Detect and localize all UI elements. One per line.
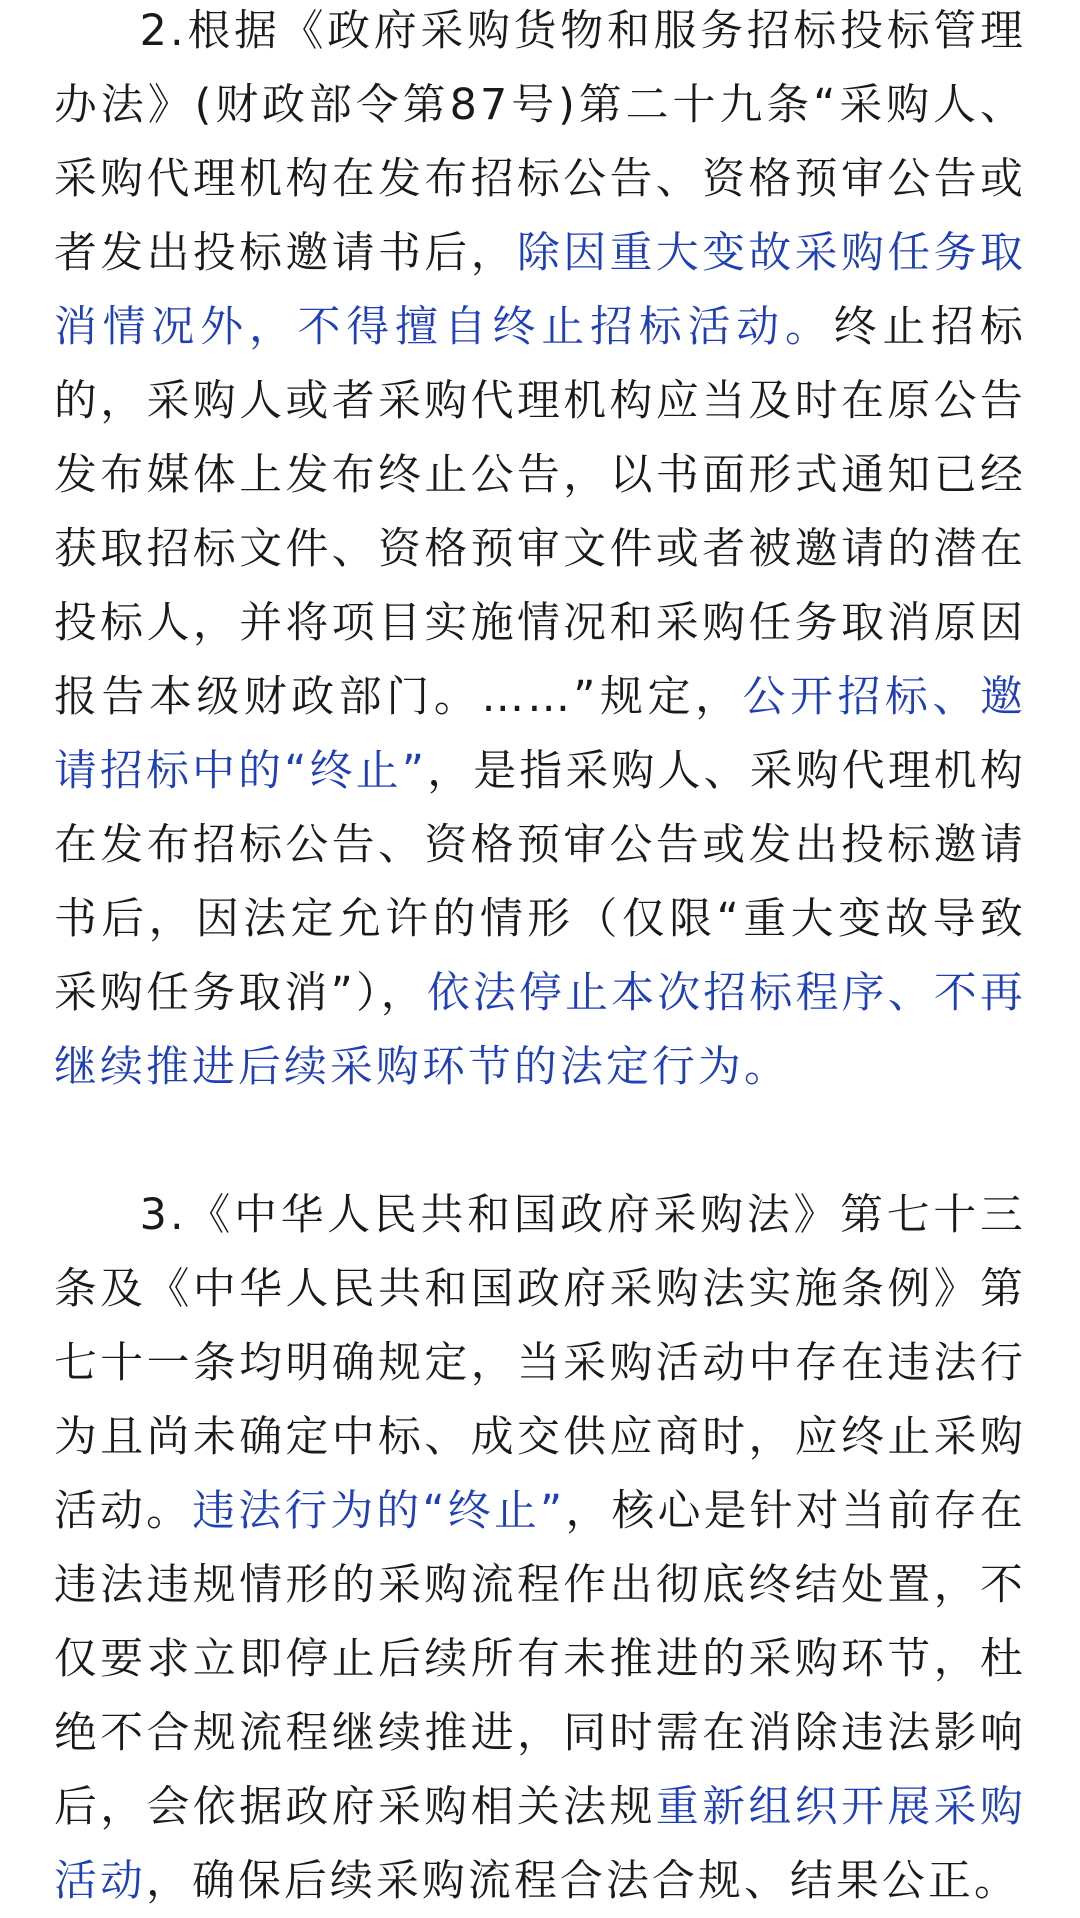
paragraph-clause-3 xyxy=(54,1178,1026,1918)
text-segment: ，核心是针对当前存在违法违规情形的采购流程作出彻底终结处置，不仅要求立即停止后续所有未推进的采购环节，杜绝不合规流程继续推进，同时需在消除违法影响后，会依据政府采购相关法规 xyxy=(54,1486,1026,1832)
text-segment: 2.根据《政府采购货物和服务招标投标管理办法》(财政部令第87号)第二十九条“采购人、采购代理机构在发布招标公告、资格预审公告或者发出投标邀请书后， xyxy=(54,6,1026,278)
text-segment: ，确保后续采购流程合法合规、结果公正。 xyxy=(146,1856,1020,1906)
paragraph-clause-2 xyxy=(54,0,1026,1104)
highlighted-text-segment: 公开招标、邀请招标中的“终止” xyxy=(54,672,1027,796)
text-segment: ，是指采购人、采购代理机构在发布招标公告、资格预审公告或发出投标邀请书后，因法定允许的情形（仅限“重大变故导致采购任务取消”）， xyxy=(54,746,1026,1018)
highlighted-text-segment: 依法停止本次招标程序、不再继续推进后续采购环节的法定行为。 xyxy=(54,968,1026,1092)
text-segment: 终止招标的，采购人或者采购代理机构应当及时在原公告发布媒体上发布终止公告，以书面形式通知已经获取招标文件、资格预审文件或者被邀请的潜在投标人，并将项目实施情况和采购任务取消原因报告本级财政部门。……”规定， xyxy=(54,302,1026,722)
highlighted-text-segment: 重新组织开展采购活动 xyxy=(54,1782,1026,1906)
article-body xyxy=(54,0,1026,1918)
text-segment: 3.《中华人民共和国政府采购法》第七十三条及《中华人民共和国政府采购法实施条例》第七十一条均明确规定，当采购活动中存在违法行为且尚未确定中标、成交供应商时，应终止采购活动。 xyxy=(54,1190,1026,1536)
highlighted-text-segment: 除因重大变故采购任务取消情况外，不得擅自终止招标活动。 xyxy=(54,228,1026,352)
highlighted-text-segment: 违法行为的“终止” xyxy=(192,1486,566,1536)
